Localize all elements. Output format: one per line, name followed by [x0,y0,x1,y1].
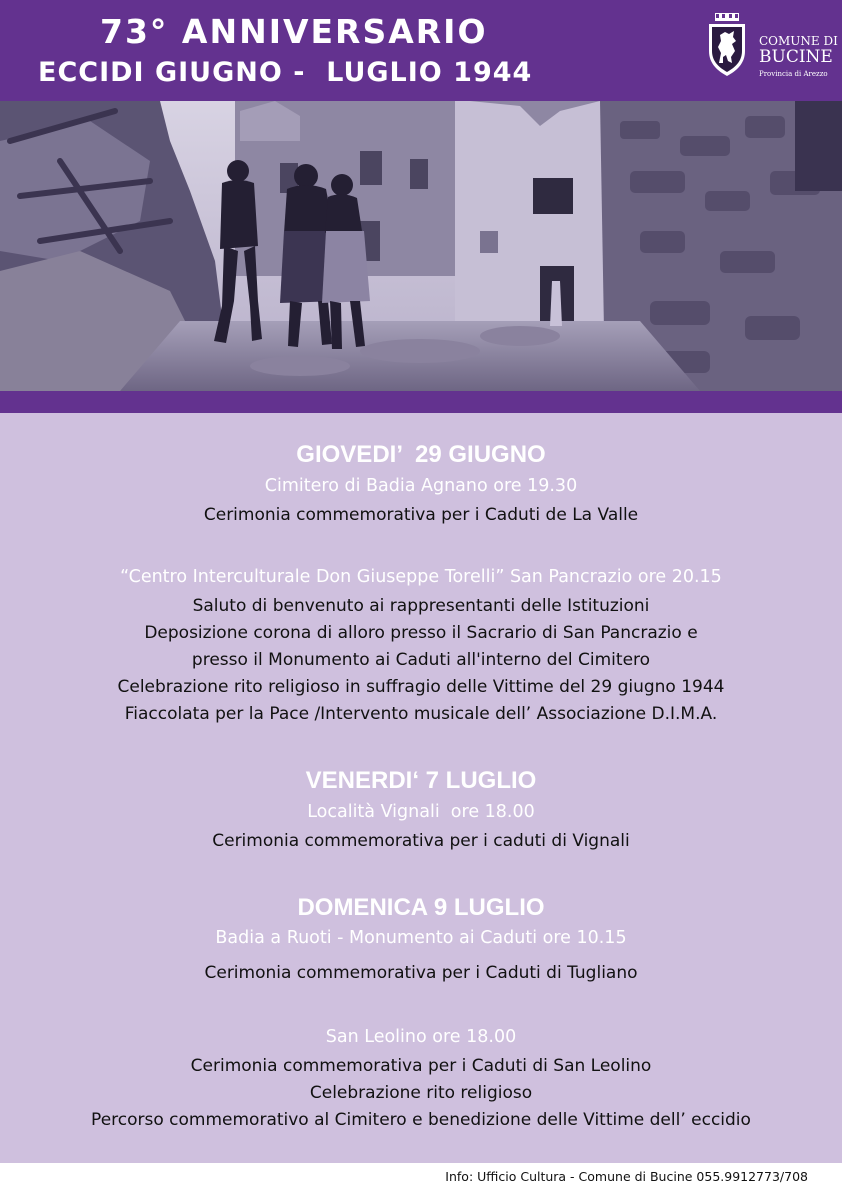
event-line: Cerimonia commemorativa per i caduti di Vignali [212,831,630,851]
war-ruins-photo [0,101,842,391]
event-line: Cerimonia commemorativa per i Caduti di Tugliano [204,963,638,983]
event-line: presso il Monumento ai Caduti all'interno del Cimitero [191,650,651,670]
lion-shield-icon [706,13,748,77]
event-place: Badia a Ruoti - Monumento ai Caduti ore 10.15 [215,928,627,948]
logo-town-name: BUCINE [759,47,833,67]
event-day-heading: DOMENICA 9 LUGLIO [297,894,545,921]
footer-info: Info: Ufficio Cultura - Comune di Bucine 055.9912773/708 [445,1169,808,1184]
event-line: Fiaccolata per la Pace /Intervento musicale dell’ Associazione D.I.M.A. [124,704,718,724]
event-place: Località Vignali ore 18.00 [307,802,535,822]
logo-comune-label: COMUNE DI [759,34,838,48]
event-line: Saluto di benvenuto ai rappresentanti delle Istituzioni [192,596,650,616]
municipality-logo [706,13,842,93]
event-place: “Centro Interculturale Don Giuseppe Torelli” San Pancrazio ore 20.15 [120,567,722,587]
massacre-dates-title: ECCIDI GIUGNO - LUGLIO 1944 [38,57,533,88]
event-line: Percorso commemorativo al Cimitero e benedizione delle Vittime dell’ eccidio [91,1110,751,1130]
event-day-heading: VENERDI‘ 7 LUGLIO [305,767,537,794]
event-line: Cerimonia commemorativa per i Caduti di San Leolino [190,1056,652,1076]
logo-province: Provincia di Arezzo [759,70,828,78]
header-banner [0,0,842,101]
event-day-heading: GIOVEDI’ 29 GIUGNO [296,441,546,468]
anniversary-title: 73° ANNIVERSARIO [100,12,488,51]
program-panel [0,413,842,1163]
ruins-illustration [0,101,842,391]
event-place: San Leolino ore 18.00 [325,1027,517,1047]
event-place: Cimitero di Badia Agnano ore 19.30 [264,476,578,496]
event-line: Celebrazione rito religioso in suffragio delle Vittime del 29 giugno 1944 [117,677,725,697]
event-line: Celebrazione rito religioso [309,1083,533,1103]
purple-divider-band [0,391,842,413]
event-line: Deposizione corona di alloro presso il Sacrario di San Pancrazio e [144,623,698,643]
event-line: Cerimonia commemorativa per i Caduti de La Valle [203,505,639,525]
